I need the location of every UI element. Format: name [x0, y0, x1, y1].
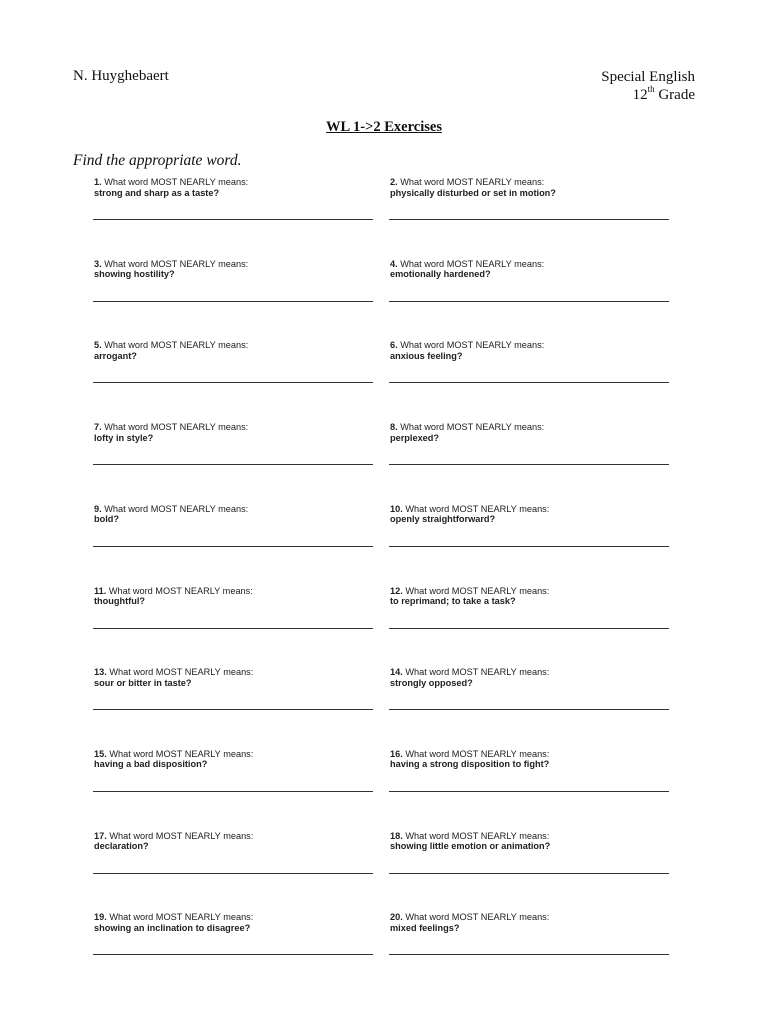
question-definition: strongly opposed?: [390, 677, 473, 688]
question-prompt-text: What word MOST NEARLY means:: [109, 912, 254, 923]
question-prompt-text: What word MOST NEARLY means:: [104, 177, 249, 187]
answer-line[interactable]: [93, 873, 373, 874]
question-prompt: [93, 912, 373, 923]
question-number: 14.: [390, 667, 403, 678]
answer-line[interactable]: [389, 382, 669, 383]
question-prompt-text: What word MOST NEARLY means:: [405, 912, 550, 923]
question-prompt: [389, 177, 669, 188]
question-number: 17.: [94, 830, 107, 841]
question-prompt: [93, 749, 373, 760]
question-number: 20.: [390, 912, 403, 923]
question-prompt-text: What word MOST NEARLY means:: [405, 503, 550, 514]
question-definition: sour or bitter in taste?: [94, 677, 192, 688]
question-item: [389, 667, 669, 717]
question-number: 10.: [390, 503, 403, 514]
answer-line[interactable]: [389, 219, 669, 220]
grade-number: 12: [632, 87, 648, 103]
question-number: 3.: [94, 258, 102, 269]
question-prompt-text: What word MOST NEARLY means:: [109, 667, 254, 678]
question-item: [93, 912, 373, 962]
question-number: 4.: [390, 258, 398, 269]
answer-line[interactable]: [389, 301, 669, 302]
question-item: [389, 177, 669, 227]
question-prompt-text: What word MOST NEARLY means:: [400, 422, 545, 433]
question-definition: having a strong disposition to fight?: [390, 759, 550, 770]
question-item: [389, 831, 669, 881]
answer-line[interactable]: [93, 301, 373, 302]
question-number: 16.: [390, 748, 403, 759]
question-prompt: [93, 586, 373, 597]
question-number: 19.: [94, 912, 107, 923]
question-definition: showing hostility?: [94, 269, 175, 280]
question-prompt: [389, 340, 669, 351]
question-prompt-text: What word MOST NEARLY means:: [104, 503, 249, 514]
instructions: Find the appropriate word.: [73, 152, 242, 169]
question-prompt-text: What word MOST NEARLY means:: [405, 748, 550, 759]
question-item: [93, 259, 373, 309]
question-definition: having a bad disposition?: [94, 759, 208, 770]
question-definition: arrogant?: [94, 350, 137, 361]
question-prompt-text: What word MOST NEARLY means:: [405, 830, 550, 841]
question-item: [93, 177, 373, 227]
question-item: [389, 259, 669, 309]
grade-word: Grade: [658, 87, 695, 103]
question-number: 15.: [94, 748, 107, 759]
question-prompt: [389, 831, 669, 842]
question-prompt: [389, 749, 669, 760]
answer-line[interactable]: [389, 628, 669, 629]
grade-level: [601, 86, 695, 104]
worksheet-title: WL 1->2 Exercises: [326, 119, 442, 135]
answer-line[interactable]: [389, 546, 669, 547]
question-prompt-text: What word MOST NEARLY means:: [405, 585, 550, 596]
question-prompt-text: What word MOST NEARLY means:: [400, 258, 545, 269]
question-number: 18.: [390, 830, 403, 841]
question-prompt-text: What word MOST NEARLY means:: [104, 258, 249, 269]
question-definition: to reprimand; to take a task?: [390, 596, 516, 606]
grade-suffix: th: [647, 84, 655, 94]
question-definition: showing little emotion or animation?: [390, 841, 551, 852]
question-number: 6.: [390, 340, 398, 351]
question-number: 12.: [390, 585, 403, 596]
question-item: [93, 340, 373, 390]
question-definition: mixed feelings?: [390, 922, 460, 933]
question-prompt: [389, 259, 669, 270]
question-item: [93, 749, 373, 799]
answer-line[interactable]: [93, 382, 373, 383]
question-definition: bold?: [94, 514, 120, 525]
question-number: 9.: [94, 503, 102, 514]
question-prompt: [93, 667, 373, 678]
question-definition: perplexed?: [390, 432, 440, 443]
question-prompt: [389, 504, 669, 515]
answer-line[interactable]: [389, 709, 669, 710]
question-item: [389, 586, 669, 636]
answer-line[interactable]: [389, 954, 669, 955]
course-info: [601, 68, 695, 104]
course-name: Special English: [601, 69, 695, 85]
question-definition: strong and sharp as a taste?: [94, 187, 220, 198]
question-number: 1.: [94, 177, 102, 187]
question-prompt: [93, 831, 373, 842]
question-prompt: [389, 422, 669, 433]
question-prompt-text: What word MOST NEARLY means:: [104, 340, 249, 351]
question-number: 13.: [94, 667, 107, 678]
question-prompt: [93, 340, 373, 351]
question-prompt: [93, 177, 373, 188]
question-prompt-text: What word MOST NEARLY means:: [108, 585, 253, 596]
answer-line[interactable]: [93, 709, 373, 710]
question-prompt-text: What word MOST NEARLY means:: [109, 748, 254, 759]
answer-line[interactable]: [93, 546, 373, 547]
question-definition: showing an inclination to disagree?: [94, 922, 251, 933]
question-item: [93, 831, 373, 881]
question-definition: physically disturbed or set in motion?: [390, 187, 556, 198]
question-definition: openly straightforward?: [390, 514, 496, 525]
question-number: 5.: [94, 340, 102, 351]
question-definition: emotionally hardened?: [390, 269, 491, 280]
question-prompt: [389, 912, 669, 923]
question-number: 11.: [94, 585, 107, 596]
question-item: [93, 504, 373, 554]
teacher-name: N. Huyghebaert: [73, 68, 169, 84]
question-prompt-text: What word MOST NEARLY means:: [405, 667, 550, 678]
question-prompt-text: What word MOST NEARLY means:: [400, 340, 545, 351]
question-item: [389, 422, 669, 472]
question-prompt-text: What word MOST NEARLY means:: [400, 177, 545, 187]
question-prompt: [93, 259, 373, 270]
answer-line[interactable]: [93, 219, 373, 220]
answer-line[interactable]: [93, 628, 373, 629]
answer-line[interactable]: [93, 464, 373, 465]
question-item: [93, 586, 373, 636]
question-definition: thoughtful?: [94, 596, 146, 606]
answer-line[interactable]: [93, 954, 373, 955]
question-item: [389, 340, 669, 390]
question-number: 7.: [94, 422, 102, 433]
question-item: [93, 422, 373, 472]
answer-line[interactable]: [389, 873, 669, 874]
question-prompt: [93, 504, 373, 515]
question-number: 8.: [390, 422, 398, 433]
question-prompt: [389, 667, 669, 678]
answer-line[interactable]: [93, 791, 373, 792]
question-item: [389, 912, 669, 962]
question-prompt-text: What word MOST NEARLY means:: [109, 830, 254, 841]
question-item: [93, 667, 373, 717]
question-definition: declaration?: [94, 841, 149, 852]
question-item: [389, 504, 669, 554]
question-item: [389, 749, 669, 799]
answer-line[interactable]: [389, 791, 669, 792]
question-number: 2.: [390, 177, 398, 187]
question-prompt-text: What word MOST NEARLY means:: [104, 422, 249, 433]
question-prompt: [93, 422, 373, 433]
question-definition: lofty in style?: [94, 432, 154, 443]
question-prompt: [389, 586, 669, 597]
question-definition: anxious feeling?: [390, 350, 463, 361]
answer-line[interactable]: [389, 464, 669, 465]
